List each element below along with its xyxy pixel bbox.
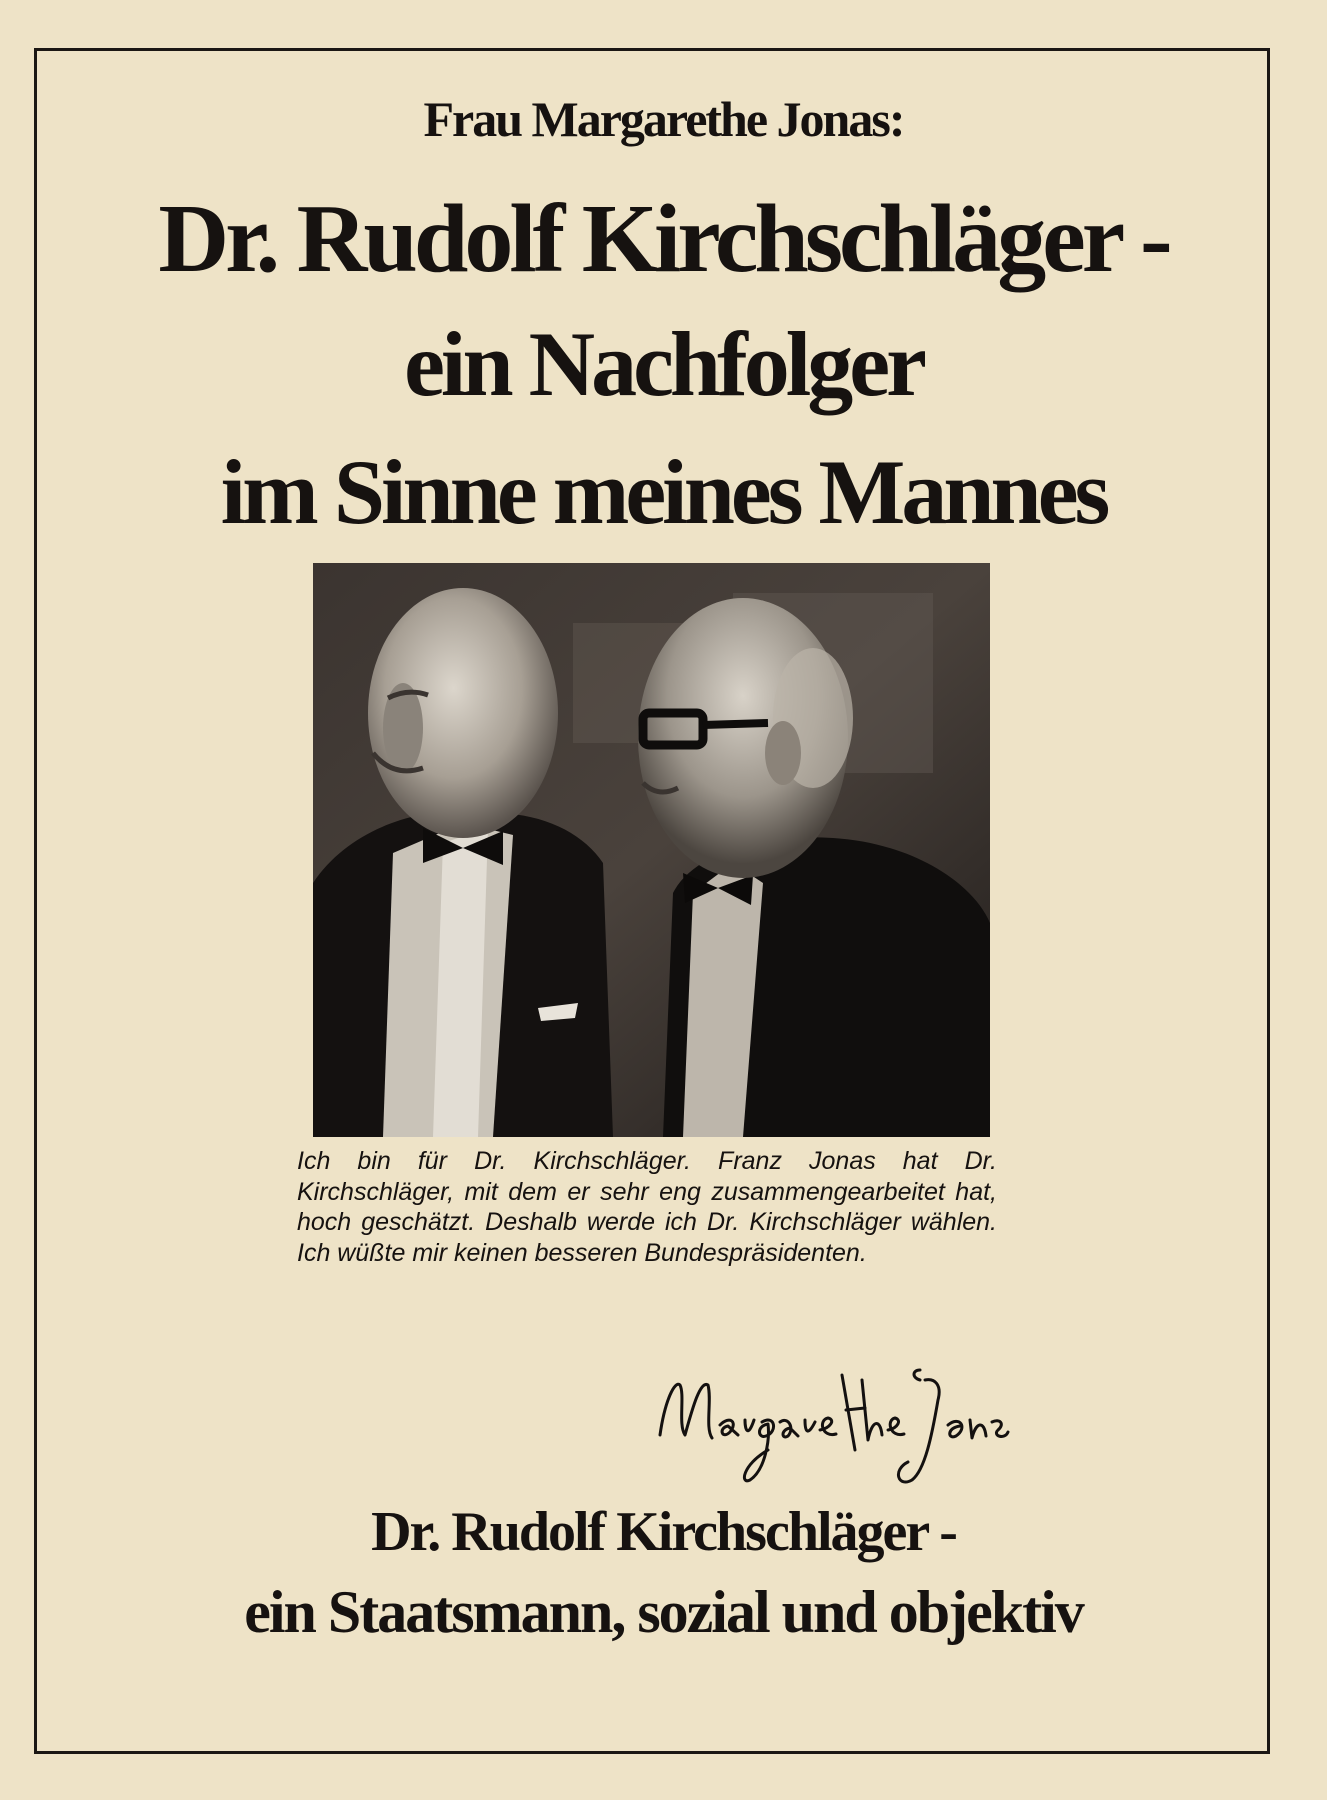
footer-line-2: ein Staatsmann, sozial und objektiv bbox=[244, 1579, 1083, 1645]
quote-caption: Ich bin für Dr. Kirchschläger. Franz Jonas hat Dr. Kirchschläger, mit dem er sehr eng zusammengearbeitet hat, hoch geschätzt. Deshalb werde ich Dr. Kirchschläger wählen. Ich wüßte mir keinen besseren Bundespräsidenten. bbox=[297, 1147, 997, 1267]
headline-line-3: im Sinne meines Mannes bbox=[220, 441, 1107, 543]
photo-illustration bbox=[313, 563, 990, 1137]
headline-line-2: ein Nachfolger bbox=[404, 313, 923, 415]
signature-drawing bbox=[650, 1340, 1010, 1490]
footer-line-1: Dr. Rudolf Kirchschläger - bbox=[371, 1501, 956, 1563]
photo-two-men bbox=[313, 563, 990, 1137]
handwritten-signature bbox=[650, 1340, 1010, 1490]
ad-kicker: Frau Margarethe Jonas: bbox=[423, 91, 904, 147]
headline-line-1: Dr. Rudolf Kirchschläger - bbox=[158, 185, 1169, 293]
